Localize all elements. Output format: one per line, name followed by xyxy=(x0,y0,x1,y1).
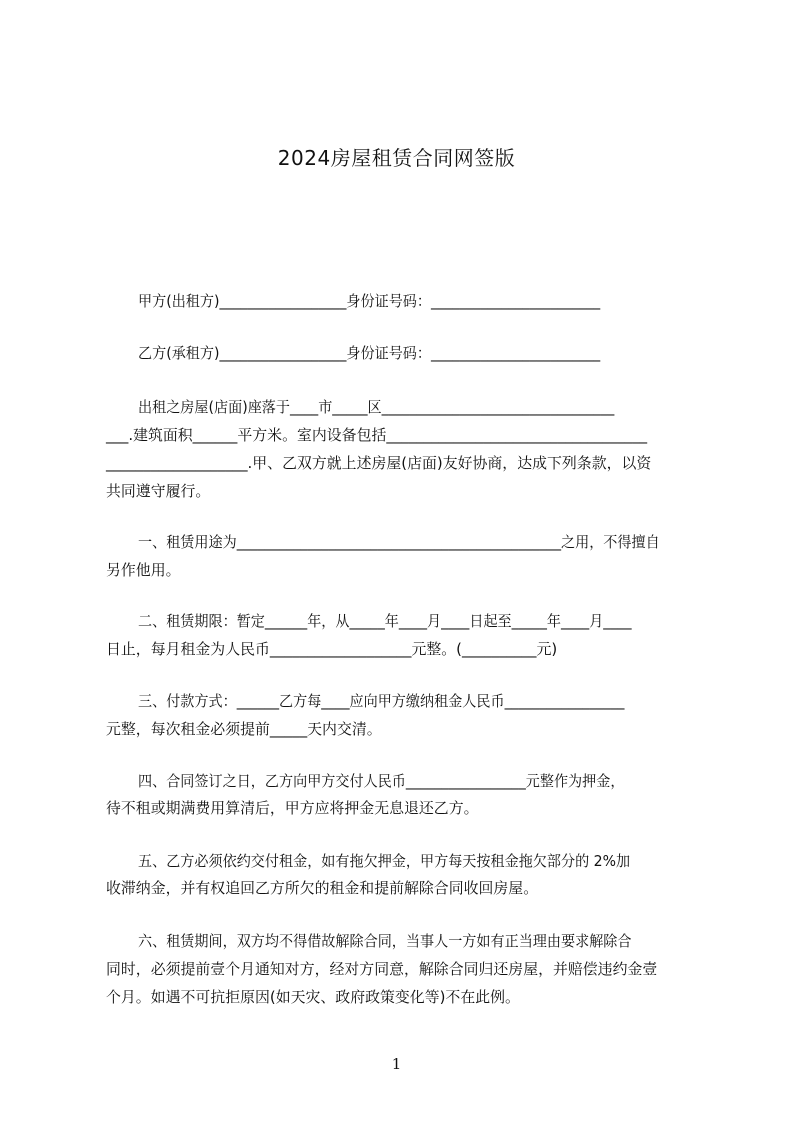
party-b-line: 乙方(承租方)__________________身份证号码：________________________ xyxy=(138,344,601,362)
paragraph-line: 另作他用。 xyxy=(106,561,181,579)
paragraph-line: 二、租赁期限：暂定______年，从_____年____月____日起至_____年____月____ xyxy=(138,612,632,630)
paragraph-line: 个月。如遇不可抗拒原因(如天灾、政府政策变化等)不在此例。 xyxy=(106,988,520,1006)
paragraph-line: 收滞纳金，并有权追回乙方所欠的租金和提前解除合同收回房屋。 xyxy=(106,879,539,897)
paragraph-line: ___.建筑面积______平方米。室内设备包括___________________________________ xyxy=(106,426,648,444)
paragraph-line: 五、乙方必须依约交付租金，如有拖欠押金，甲方每天按租金拖欠部分的 2%加 xyxy=(138,852,631,870)
paragraph-line: 共同遵守履行。 xyxy=(106,482,211,500)
paragraph-line: 元整，每次租金必须提前_____天内交清。 xyxy=(106,720,382,738)
paragraph-line: 三、付款方式：______乙方每____应向甲方缴纳租金人民币_________________ xyxy=(138,692,625,710)
paragraph-line: 待不租或期满费用算清后，甲方应将押金无息退还乙方。 xyxy=(106,799,479,817)
paragraph-line: ___________________.甲、乙双方就上述房屋(店面)友好协商，达成下列条款，以资 xyxy=(106,454,652,472)
paragraph-line: 一、租赁用途为______________________________________________之用，不得擅自 xyxy=(138,533,660,551)
document-title: 2024房屋租赁合同网签版 xyxy=(277,146,516,170)
paragraph-line: 六、租赁期间，双方均不得借故解除合同，当事人一方如有正当理由要求解除合 xyxy=(138,932,632,950)
paragraph-line: 日止，每月租金为人民币___________________元整。(__________元) xyxy=(106,640,558,658)
paragraph-line: 出租之房屋(店面)座落于____市_____区_________________________________ xyxy=(138,398,615,416)
party-a-line: 甲方(出租方)__________________身份证号码：________________________ xyxy=(138,292,601,310)
paragraph-line: 同时，必须提前壹个月通知对方，经对方同意，解除合同归还房屋，并赔偿违约金壹 xyxy=(106,960,658,978)
page-number: 1 xyxy=(391,1055,402,1073)
paragraph-line: 四、合同签订之日，乙方向甲方交付人民币_________________元整作为押金， xyxy=(138,772,625,790)
